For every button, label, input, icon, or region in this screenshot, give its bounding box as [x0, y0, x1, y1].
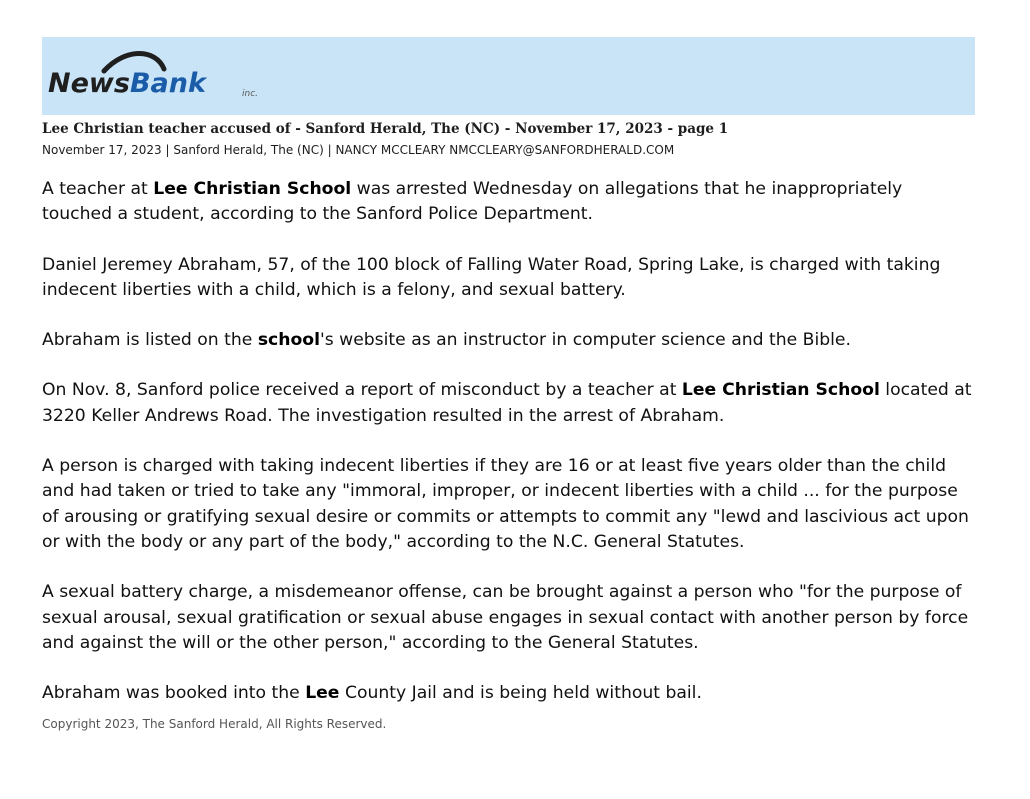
paragraph-4-text-b: located at 3220 Keller Andrews Road. The investigation resulted in the arrest of Abraham. — [42, 380, 972, 426]
paragraph-4-text-a: On Nov. 8, Sanford police received a report of misconduct by a teacher at — [42, 380, 682, 401]
paragraph-7-text-b: County Jail and is being held without bail. — [339, 683, 702, 704]
article-byline: November 17, 2023 | Sanford Herald, The (NC) | NANCY MCCLEARY NMCCLEARY@SANFORDHERALD.COM — [42, 143, 675, 157]
highlight-lee-christian-school: Lee Christian School — [681, 380, 880, 401]
logo-bank-part: Bank — [129, 68, 206, 99]
highlight-school: school — [257, 330, 320, 351]
paragraph-1-text-a: A teacher at — [42, 179, 154, 199]
header-banner — [42, 37, 975, 115]
logo-news-part: News — [48, 68, 130, 99]
highlight-lee: Lee — [305, 683, 340, 704]
paragraph-3-text-a: Abraham is listed on the — [42, 330, 258, 351]
paragraph-7 — [42, 681, 972, 706]
paragraph-6: A sexual battery charge, a misdemeanor offense, can be brought against a person who "for the purpose of sexual arousal, sexual gratification or sexual abuse engages in sexual contact with another person by force and against the will or the other person," according to the General Statutes. — [42, 582, 969, 653]
paragraph-7-text-a: Abraham was booked into the — [42, 683, 306, 704]
article-body — [42, 177, 972, 731]
highlight-lee-christian-school: Lee Christian School — [153, 179, 352, 199]
newsbank-logo[interactable] — [46, 45, 276, 105]
article-headline: Lee Christian teacher accused of - Sanford Herald, The (NC) - November 17, 2023 - page 1 — [42, 121, 729, 137]
paragraph-1-text-b: was arrested Wednesday on allegations that he inappropriately touched a student, according to the Sanford Police Department. — [42, 179, 903, 225]
paragraph-5: A person is charged with taking indecent liberties if they are 16 or at least five years older than the child and had taken or tried to take any "immoral, improper, or indecent liberties with a child ... for the purpose of arousing or gratifying sexual desire or commits or attempts to commit any "lewd and lascivious act upon or with the body or any part of the body," according to the N.C. General Statutes. — [42, 456, 969, 552]
copyright-notice: Copyright 2023, The Sanford Herald, All Rights Reserved. — [42, 717, 387, 731]
paragraph-2: Daniel Jeremey Abraham, 57, of the 100 block of Falling Water Road, Spring Lake, is charged with taking indecent liberties with a child, which is a felony, and sexual battery. — [42, 254, 941, 300]
newsbank-logo-graphic — [46, 45, 276, 105]
paragraph-3 — [42, 328, 972, 353]
logo-news-text — [48, 68, 208, 99]
paragraph-1 — [42, 177, 972, 228]
paragraph-3-text-b: 's website as an instructor in computer science and the Bible. — [320, 330, 851, 351]
paragraph-4 — [42, 378, 972, 429]
logo-inc-text: inc. — [242, 89, 259, 99]
